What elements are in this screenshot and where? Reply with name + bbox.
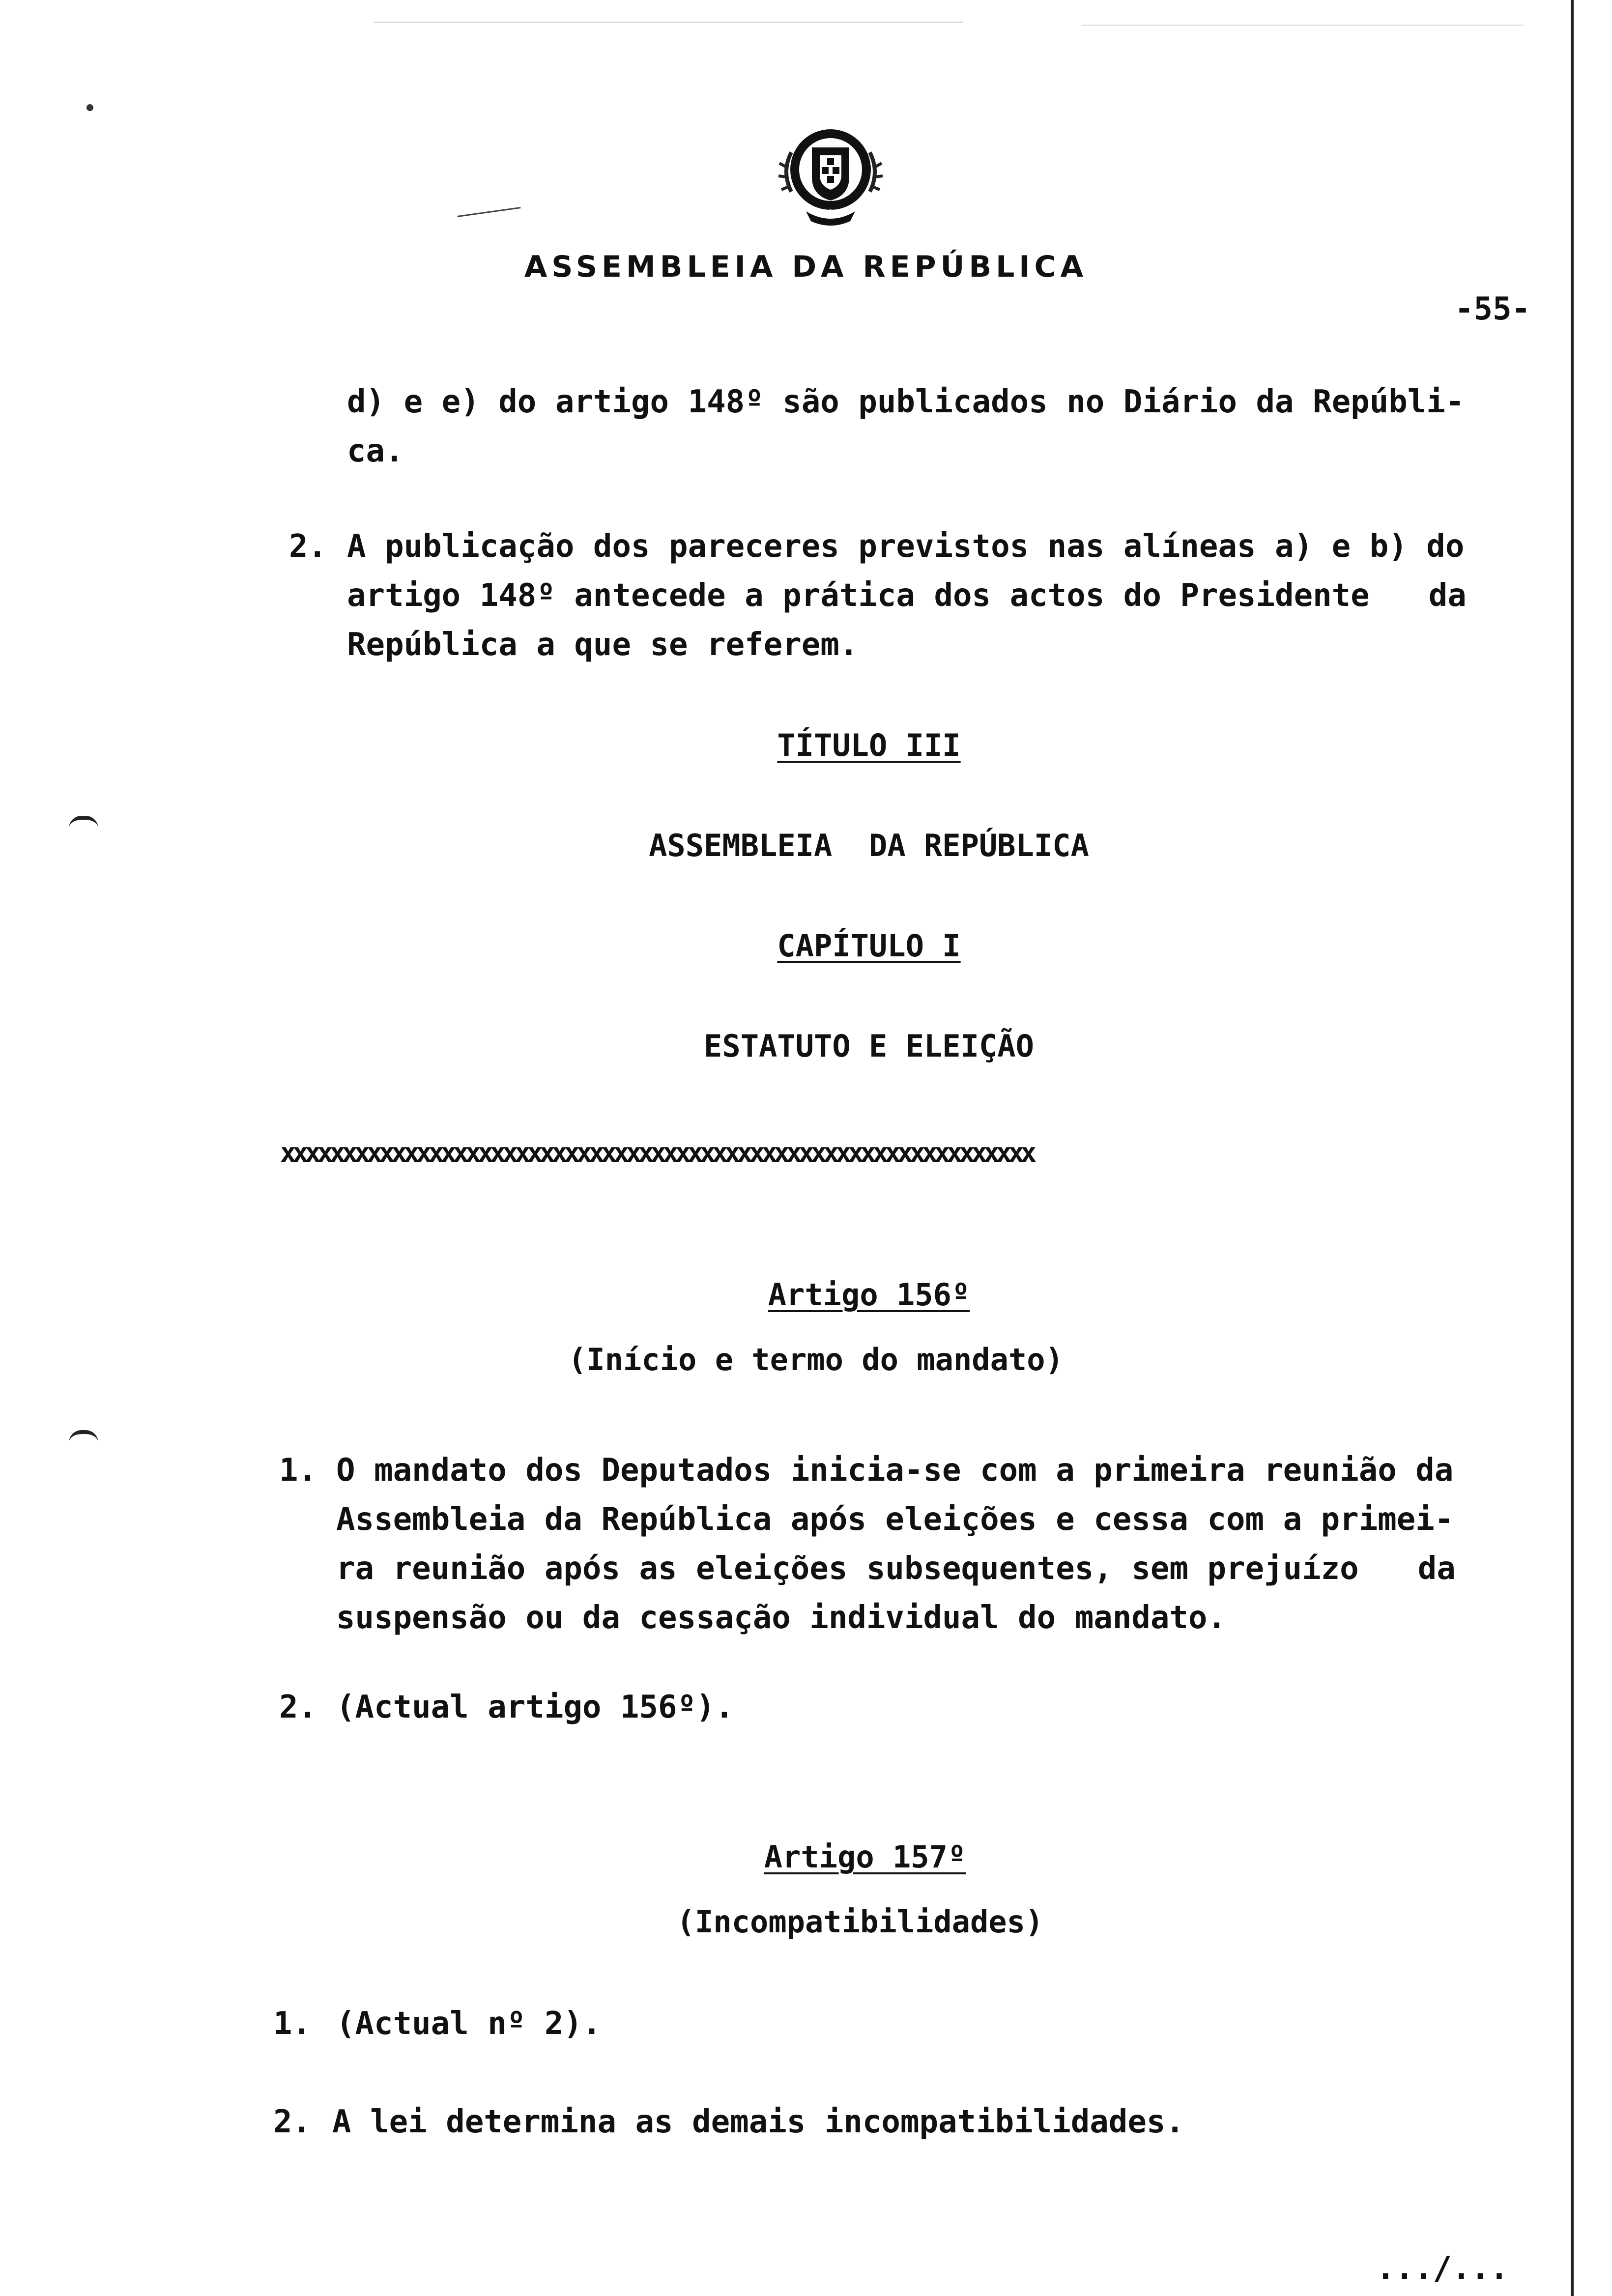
title-heading-text: TÍTULO III — [777, 727, 961, 763]
text-line: O mandato dos Deputados inicia-se com a primeira reunião da — [336, 1452, 1454, 1489]
institution-header: ASSEMBLEIA DA REPÚBLICA — [524, 250, 1088, 284]
title-name: ASSEMBLEIA DA REPÚBLICA — [649, 828, 1089, 863]
list-item-text — [336, 1446, 1456, 1642]
scan-artifact-stroke — [457, 207, 520, 217]
article-heading — [59, 1839, 1612, 1875]
scan-artifact-top — [374, 22, 963, 23]
text-line: República a que se referem. — [347, 627, 859, 663]
list-item-number: 2. — [273, 2104, 312, 2140]
list-item-text: A lei determina as demais incompatibilidades. — [332, 2104, 1184, 2140]
text-line: suspensão ou da cessação individual do mandato. — [336, 1600, 1226, 1636]
text-segment: da — [1417, 1550, 1456, 1587]
chapter-heading-text: CAPÍTULO I — [777, 928, 961, 964]
article-heading — [63, 1277, 1612, 1313]
list-item-number: 1. — [273, 2006, 312, 2042]
text-line — [347, 571, 1467, 620]
coat-of-arms-icon — [772, 118, 890, 231]
list-item-text: (Actual artigo 156º). — [336, 1689, 734, 1725]
list-item-number: 2. — [289, 528, 327, 565]
text-segment: da — [1428, 577, 1467, 614]
scan-artifact-left-arc-2 — [69, 1430, 98, 1443]
page-number: -55- — [1455, 291, 1531, 327]
article-heading-text: Artigo 157º — [764, 1839, 966, 1875]
list-item-number: 1. — [279, 1452, 317, 1489]
chapter-heading — [63, 928, 1612, 964]
text-line: ca. — [347, 433, 404, 469]
list-item-number: 2. — [279, 1689, 317, 1725]
continuation-paragraph — [347, 377, 1464, 476]
text-line: Assembleia da República após eleições e cessa com a primei- — [336, 1501, 1454, 1538]
chapter-name: ESTATUTO E ELEIÇÃO — [704, 1028, 1034, 1064]
article-subtitle: (Incompatibilidades) — [676, 1904, 1044, 1940]
list-item-text: (Actual nº 2). — [336, 2006, 602, 2042]
page-edge-line — [1571, 0, 1574, 2296]
scan-artifact-top-right — [1081, 25, 1524, 26]
separator-line: xxxxxxxxxxxxxxxxxxxxxxxxxxxxxxxxxxxxxxxxxxxxxxxxxxxxxxxxxxxxx — [280, 1137, 1033, 1168]
scan-artifact-left-dot — [86, 104, 93, 111]
list-item-text — [347, 522, 1467, 669]
continuation-mark: .../... — [1376, 2250, 1509, 2287]
text-line: A publicação dos pareceres previstos nas alíneas a) e b) do — [347, 528, 1465, 565]
text-segment: artigo 148º antecede a prática dos actos do Presidente — [347, 577, 1370, 614]
text-line: d) e e) do artigo 148º são publicados no Diário da Repúbli- — [347, 384, 1465, 420]
article-heading-text: Artigo 156º — [768, 1277, 970, 1313]
title-heading — [63, 727, 1612, 763]
text-line — [336, 1544, 1456, 1593]
scan-artifact-left-arc-1 — [69, 816, 98, 829]
article-subtitle: (Início e termo do mandato) — [568, 1342, 1064, 1378]
text-segment: ra reunião após as eleições subsequentes, sem prejuízo — [336, 1550, 1359, 1587]
